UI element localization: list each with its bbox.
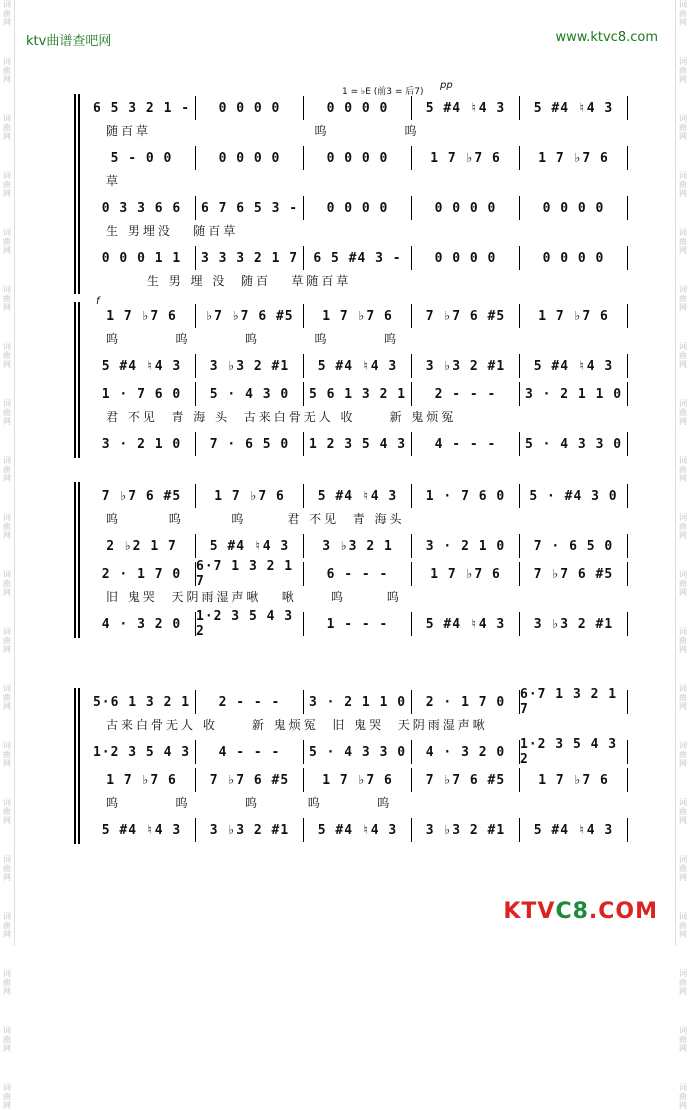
watermark-glyph: 词 曲 网 <box>3 114 11 141</box>
watermark-glyph: 词 曲 网 <box>679 741 687 768</box>
watermark-glyph: 词 曲 网 <box>3 741 11 768</box>
staff-line <box>88 380 628 408</box>
measure: 7 ♭7 6 #5 <box>88 484 196 508</box>
measure: 0 0 0 0 <box>196 96 304 120</box>
watermark-glyph: 词 曲 网 <box>3 570 11 597</box>
measure: 1 7 ♭7 6 <box>304 768 412 792</box>
measure: 0 0 0 0 <box>304 196 412 220</box>
staff-line <box>88 688 628 716</box>
system-brace <box>78 94 628 294</box>
lyric-line: 旧 鬼哭 天阴雨湿声啾 啾 呜 呜 <box>106 590 402 604</box>
watermark-glyph: 词 曲 网 <box>3 171 11 198</box>
system-brace <box>78 302 628 458</box>
staff-line <box>88 532 628 560</box>
measure: 1 2 3 5 4 3 <box>304 432 412 456</box>
measure: 2 · 1 7 0 <box>88 562 196 586</box>
dynamic-pp: pp <box>440 80 453 91</box>
measure: 0 0 0 1 1 <box>88 246 196 270</box>
measure: 2 · 1 7 0 <box>412 690 520 714</box>
watermark-glyph: 词 曲 网 <box>679 855 687 882</box>
measure: 4 - - - <box>196 740 304 764</box>
watermark-glyph: 词 曲 网 <box>3 684 11 711</box>
measure: 1 · 7 6 0 <box>88 382 196 406</box>
measure: 4 · 3 2 0 <box>88 612 196 636</box>
staff-line <box>88 610 628 638</box>
watermark-glyph: 词 曲 网 <box>679 0 687 27</box>
measure: 1 7 ♭7 6 <box>412 562 520 586</box>
measure: 0 0 0 0 <box>412 196 520 220</box>
lyric-line: 生 男 埋 没 随百 草随百草 <box>106 274 352 288</box>
lyric-line: 呜 呜 呜 呜 呜 <box>106 796 393 810</box>
measure: 1·2 3 5 4 3 2 <box>196 612 304 636</box>
measure: 4 - - - <box>412 432 520 456</box>
logo-part-ktv: KTV <box>503 899 556 924</box>
measure: 7 ♭7 6 #5 <box>412 768 520 792</box>
measure: 5 · 4 3 3 0 <box>520 432 628 456</box>
measure: 1 · 7 6 0 <box>412 484 520 508</box>
measure: 0 3 3 6 6 <box>88 196 196 220</box>
left-watermark-strip <box>0 0 15 1110</box>
measure: 7 ♭7 6 #5 <box>196 768 304 792</box>
watermark-glyph: 词 曲 网 <box>3 1083 11 1110</box>
measure: 1 7 ♭7 6 <box>196 484 304 508</box>
measure: 3 ♭3 2 #1 <box>412 354 520 378</box>
watermark-glyph: 词 曲 网 <box>3 855 11 882</box>
watermark-glyph: 词 曲 网 <box>679 228 687 255</box>
measure: 1 7 ♭7 6 <box>520 768 628 792</box>
staff-line <box>88 482 628 510</box>
score-system-2 <box>78 302 628 458</box>
watermark-glyph: 词 曲 网 <box>3 912 11 939</box>
measure: 5 #4 ♮4 3 <box>304 484 412 508</box>
measure: 6 7 6 5 3 - <box>196 196 304 220</box>
dynamic-f: f <box>96 296 100 307</box>
measure: 5 #4 ♮4 3 <box>88 354 196 378</box>
measure: 5 #4 ♮4 3 <box>520 354 628 378</box>
measure: 3 · 2 1 0 <box>412 534 520 558</box>
measure: 5 · 4 3 3 0 <box>304 740 412 764</box>
measure: 5 6 1 3 2 1 <box>304 382 412 406</box>
measure: 7 · 6 5 0 <box>520 534 628 558</box>
score-system-1 <box>78 94 628 294</box>
measure: 3 ♭3 2 #1 <box>196 354 304 378</box>
measure: 0 0 0 0 <box>520 196 628 220</box>
measure: 3 · 2 1 0 <box>88 432 196 456</box>
measure: 5·6 1 3 2 1 <box>88 690 196 714</box>
staff-line <box>88 302 628 330</box>
measure: ♭7 ♭7 6 #5 <box>196 304 304 328</box>
measure: 7 ♭7 6 #5 <box>412 304 520 328</box>
watermark-glyph: 词 曲 网 <box>3 798 11 825</box>
watermark-glyph: 词 曲 网 <box>679 57 687 84</box>
site-logo[interactable] <box>503 899 658 924</box>
watermark-glyph: 词 曲 网 <box>679 399 687 426</box>
measure: 5 · #4 3 0 <box>520 484 628 508</box>
measure: 2 - - - <box>196 690 304 714</box>
measure: 2 ♭2 1 7 <box>88 534 196 558</box>
site-url-right[interactable]: www.ktvc8.com <box>555 30 658 45</box>
measure: 3 ♭3 2 #1 <box>520 612 628 636</box>
staff-line <box>88 560 628 588</box>
staff-line <box>88 244 628 272</box>
staff-line <box>88 430 628 458</box>
watermark-glyph: 词 曲 网 <box>679 513 687 540</box>
measure: 5 #4 ♮4 3 <box>304 818 412 842</box>
measure: 0 0 0 0 <box>196 146 304 170</box>
score-system-4 <box>78 688 628 844</box>
watermark-glyph: 词 曲 网 <box>679 1083 687 1110</box>
watermark-glyph: 词 曲 网 <box>3 285 11 312</box>
measure: 1·2 3 5 4 3 2 <box>520 740 628 764</box>
lyric-line: 呜 呜 呜 呜 呜 <box>106 332 400 346</box>
measure: 3 3 3 2 1 7 <box>196 246 304 270</box>
watermark-glyph: 词 曲 网 <box>3 513 11 540</box>
measure: 6 5 #4 3 - <box>304 246 412 270</box>
measure: 1 7 ♭7 6 <box>304 304 412 328</box>
lyric-line: 古来白骨无人 收 新 鬼烦冤 旧 鬼哭 天阴雨湿声啾 <box>106 718 488 732</box>
measure: 6 5 3 2 1 - <box>88 96 196 120</box>
staff-line <box>88 352 628 380</box>
measure: 1 7 ♭7 6 <box>412 146 520 170</box>
staff-line <box>88 816 628 844</box>
measure: 6·7 1 3 2 1 7 <box>196 562 304 586</box>
measure: 0 0 0 0 <box>304 96 412 120</box>
measure: 7 · 6 5 0 <box>196 432 304 456</box>
watermark-glyph: 词 曲 网 <box>679 285 687 312</box>
lyric-line: 生 男埋没 随百草 <box>106 224 239 238</box>
measure: 3 ♭3 2 1 <box>304 534 412 558</box>
staff-line <box>88 144 628 172</box>
watermark-glyph: 词 曲 网 <box>679 570 687 597</box>
measure: 3 ♭3 2 #1 <box>412 818 520 842</box>
lyric-line: 随百草 呜 呜 <box>106 124 420 138</box>
watermark-glyph: 词 曲 网 <box>3 0 11 27</box>
logo-part-com: .COM <box>588 899 658 924</box>
watermark-glyph: 词 曲 网 <box>679 627 687 654</box>
staff-line <box>88 94 628 122</box>
measure: 1 7 ♭7 6 <box>88 304 196 328</box>
measure: 6 - - - <box>304 562 412 586</box>
measure: 5 #4 ♮4 3 <box>412 96 520 120</box>
watermark-glyph: 词 曲 网 <box>3 228 11 255</box>
watermark-glyph: 词 曲 网 <box>679 798 687 825</box>
measure: 5 #4 ♮4 3 <box>412 612 520 636</box>
measure: 5 - 0 0 <box>88 146 196 170</box>
measure: 2 - - - <box>412 382 520 406</box>
measure: 5 #4 ♮4 3 <box>196 534 304 558</box>
measure: 4 · 3 2 0 <box>412 740 520 764</box>
measure: 5 · 4 3 0 <box>196 382 304 406</box>
measure: 1·2 3 5 4 3 <box>88 740 196 764</box>
staff-line <box>88 194 628 222</box>
watermark-glyph: 词 曲 网 <box>679 171 687 198</box>
watermark-glyph: 词 曲 网 <box>3 969 11 996</box>
measure: 5 #4 ♮4 3 <box>304 354 412 378</box>
watermark-glyph: 词 曲 网 <box>3 399 11 426</box>
watermark-glyph: 词 曲 网 <box>3 57 11 84</box>
measure: 0 0 0 0 <box>412 246 520 270</box>
measure: 7 ♭7 6 #5 <box>520 562 628 586</box>
watermark-glyph: 词 曲 网 <box>679 969 687 996</box>
key-change-marker: 1 = ♭E (前3 = 后7) <box>342 87 424 97</box>
site-name-left[interactable]: ktv曲谱查吧网 <box>26 34 112 49</box>
watermark-glyph: 词 曲 网 <box>679 912 687 939</box>
staff-line <box>88 738 628 766</box>
measure: 1 - - - <box>304 612 412 636</box>
watermark-glyph: 词 曲 网 <box>3 1026 11 1053</box>
lyric-line: 草 <box>106 174 122 188</box>
measure: 0 0 0 0 <box>304 146 412 170</box>
system-brace <box>78 482 628 638</box>
measure: 1 7 ♭7 6 <box>88 768 196 792</box>
watermark-glyph: 词 曲 网 <box>679 342 687 369</box>
measure: 3 · 2 1 1 0 <box>304 690 412 714</box>
measure: 6·7 1 3 2 1 7 <box>520 690 628 714</box>
lyric-line: 呜 呜 呜 君 不见 青 海头 <box>106 512 405 526</box>
lyric-line: 君 不见 青 海 头 古来白骨无人 收 新 鬼烦冤 <box>106 410 457 424</box>
system-brace <box>78 688 628 844</box>
right-watermark-strip <box>675 0 690 1110</box>
watermark-glyph: 词 曲 网 <box>3 456 11 483</box>
measure: 0 0 0 0 <box>520 246 628 270</box>
watermark-glyph: 词 曲 网 <box>679 684 687 711</box>
measure: 3 ♭3 2 #1 <box>196 818 304 842</box>
logo-part-c8: C8 <box>555 899 589 924</box>
watermark-glyph: 词 曲 网 <box>679 1026 687 1053</box>
staff-line <box>88 766 628 794</box>
measure: 1 7 ♭7 6 <box>520 304 628 328</box>
measure: 5 #4 ♮4 3 <box>520 96 628 120</box>
measure: 3 · 2 1 1 0 <box>520 382 628 406</box>
measure: 1 7 ♭7 6 <box>520 146 628 170</box>
watermark-glyph: 词 曲 网 <box>679 456 687 483</box>
watermark-glyph: 词 曲 网 <box>3 627 11 654</box>
measure: 5 #4 ♮4 3 <box>88 818 196 842</box>
measure: 5 #4 ♮4 3 <box>520 818 628 842</box>
watermark-glyph: 词 曲 网 <box>3 342 11 369</box>
score-system-3 <box>78 482 628 638</box>
watermark-glyph: 词 曲 网 <box>679 114 687 141</box>
